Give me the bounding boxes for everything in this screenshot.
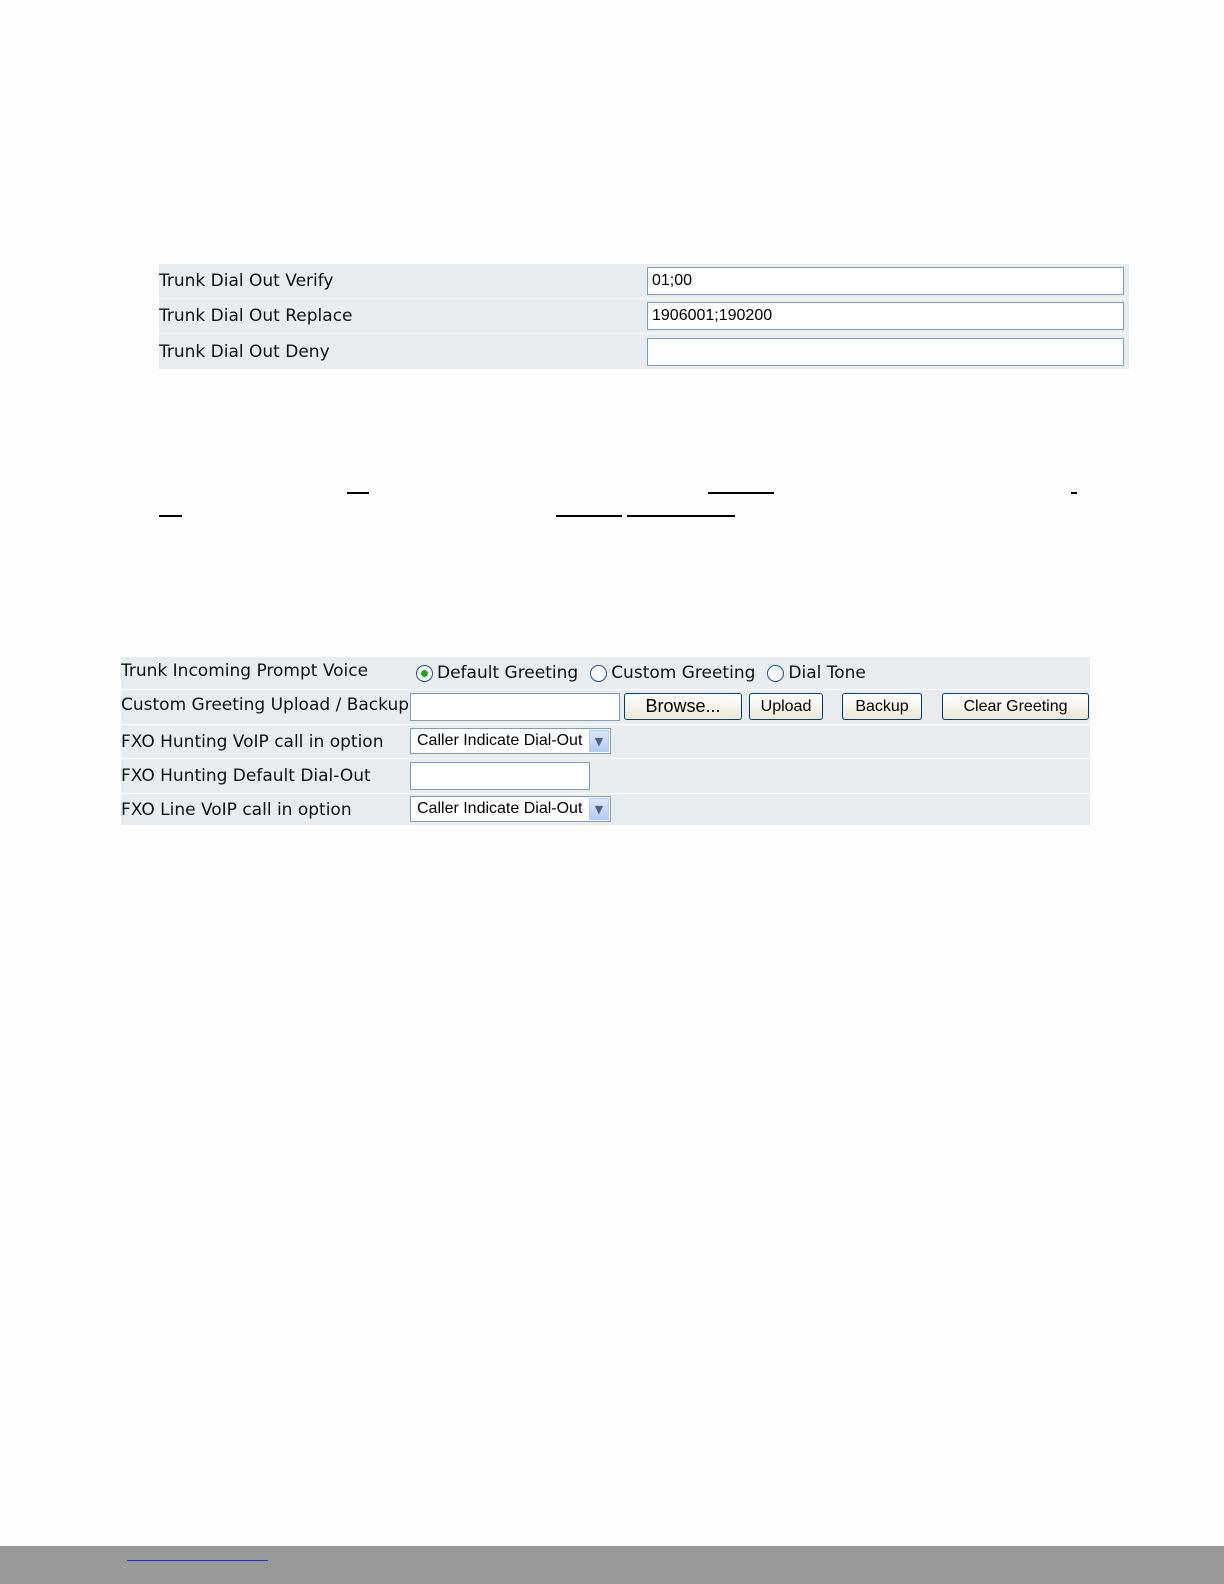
- trunk-dial-out-replace-row: [159, 299, 1129, 334]
- trunk-dial-out-replace-label: Trunk Dial Out Replace: [159, 306, 353, 326]
- fxo-hunting-default-label: FXO Hunting Default Dial-Out: [121, 766, 371, 786]
- trunk-dial-out-replace-input[interactable]: [647, 302, 1124, 330]
- footer-link[interactable]: [127, 1560, 268, 1561]
- radio-selected-icon[interactable]: [416, 665, 433, 682]
- trunk-dial-out-deny-row: [159, 334, 1129, 369]
- fxo-hunting-voip-selected: Caller Indicate Dial-Out: [417, 732, 583, 749]
- chevron-down-icon[interactable]: ▼: [589, 798, 609, 820]
- trunk-dial-out-verify-label: Trunk Dial Out Verify: [159, 271, 334, 291]
- fxo-hunting-voip-select[interactable]: [410, 728, 611, 754]
- clear-greeting-button[interactable]: Clear Greeting: [942, 693, 1089, 720]
- prompt-voice-radio-group: [416, 663, 878, 683]
- redacted-underline: [159, 515, 182, 517]
- greeting-upload-row: [121, 690, 1090, 725]
- trunk-dial-out-verify-row: [159, 264, 1129, 299]
- fxo-line-voip-select[interactable]: [410, 796, 611, 822]
- redacted-underline: [708, 492, 774, 494]
- fxo-line-voip-selected: Caller Indicate Dial-Out: [417, 800, 583, 817]
- backup-button[interactable]: Backup: [842, 693, 922, 720]
- radio-unselected-icon[interactable]: [767, 665, 784, 682]
- trunk-dial-out-panel: [159, 264, 1129, 369]
- redacted-underline: [556, 515, 622, 517]
- fxo-hunting-voip-label: FXO Hunting VoIP call in option: [121, 731, 384, 752]
- default-greeting-option[interactable]: [416, 663, 578, 683]
- dial-tone-option[interactable]: [767, 663, 866, 683]
- trunk-dial-out-verify-input[interactable]: [647, 267, 1124, 295]
- custom-greeting-label: Custom Greeting: [611, 663, 756, 683]
- default-greeting-label: Default Greeting: [437, 663, 579, 683]
- trunk-incoming-panel: [121, 657, 1090, 825]
- custom-greeting-option[interactable]: [590, 663, 755, 683]
- fxo-hunting-default-input[interactable]: [410, 762, 590, 790]
- dial-tone-label: Dial Tone: [788, 663, 866, 683]
- trunk-dial-out-deny-input[interactable]: [647, 338, 1124, 366]
- fxo-hunting-voip-row: [121, 725, 1090, 759]
- prompt-voice-row: [121, 657, 1090, 690]
- prompt-voice-label: Trunk Incoming Prompt Voice: [121, 661, 369, 681]
- upload-button[interactable]: Upload: [749, 693, 823, 720]
- trunk-dial-out-deny-label: Trunk Dial Out Deny: [159, 341, 330, 362]
- fxo-line-voip-label: FXO Line VoIP call in option: [121, 799, 352, 820]
- redacted-underline: [627, 515, 735, 517]
- footer-bar: [0, 1546, 1224, 1584]
- radio-unselected-icon[interactable]: [590, 665, 607, 682]
- greeting-file-input[interactable]: [410, 693, 620, 721]
- fxo-hunting-default-row: [121, 759, 1090, 794]
- browse-button[interactable]: Browse...: [624, 693, 742, 720]
- fxo-line-voip-row: [121, 794, 1090, 825]
- greeting-upload-label: Custom Greeting Upload / Backup: [121, 695, 410, 715]
- chevron-down-icon[interactable]: ▼: [589, 730, 609, 752]
- redacted-underline: [347, 492, 369, 494]
- redacted-underline: [1071, 492, 1077, 494]
